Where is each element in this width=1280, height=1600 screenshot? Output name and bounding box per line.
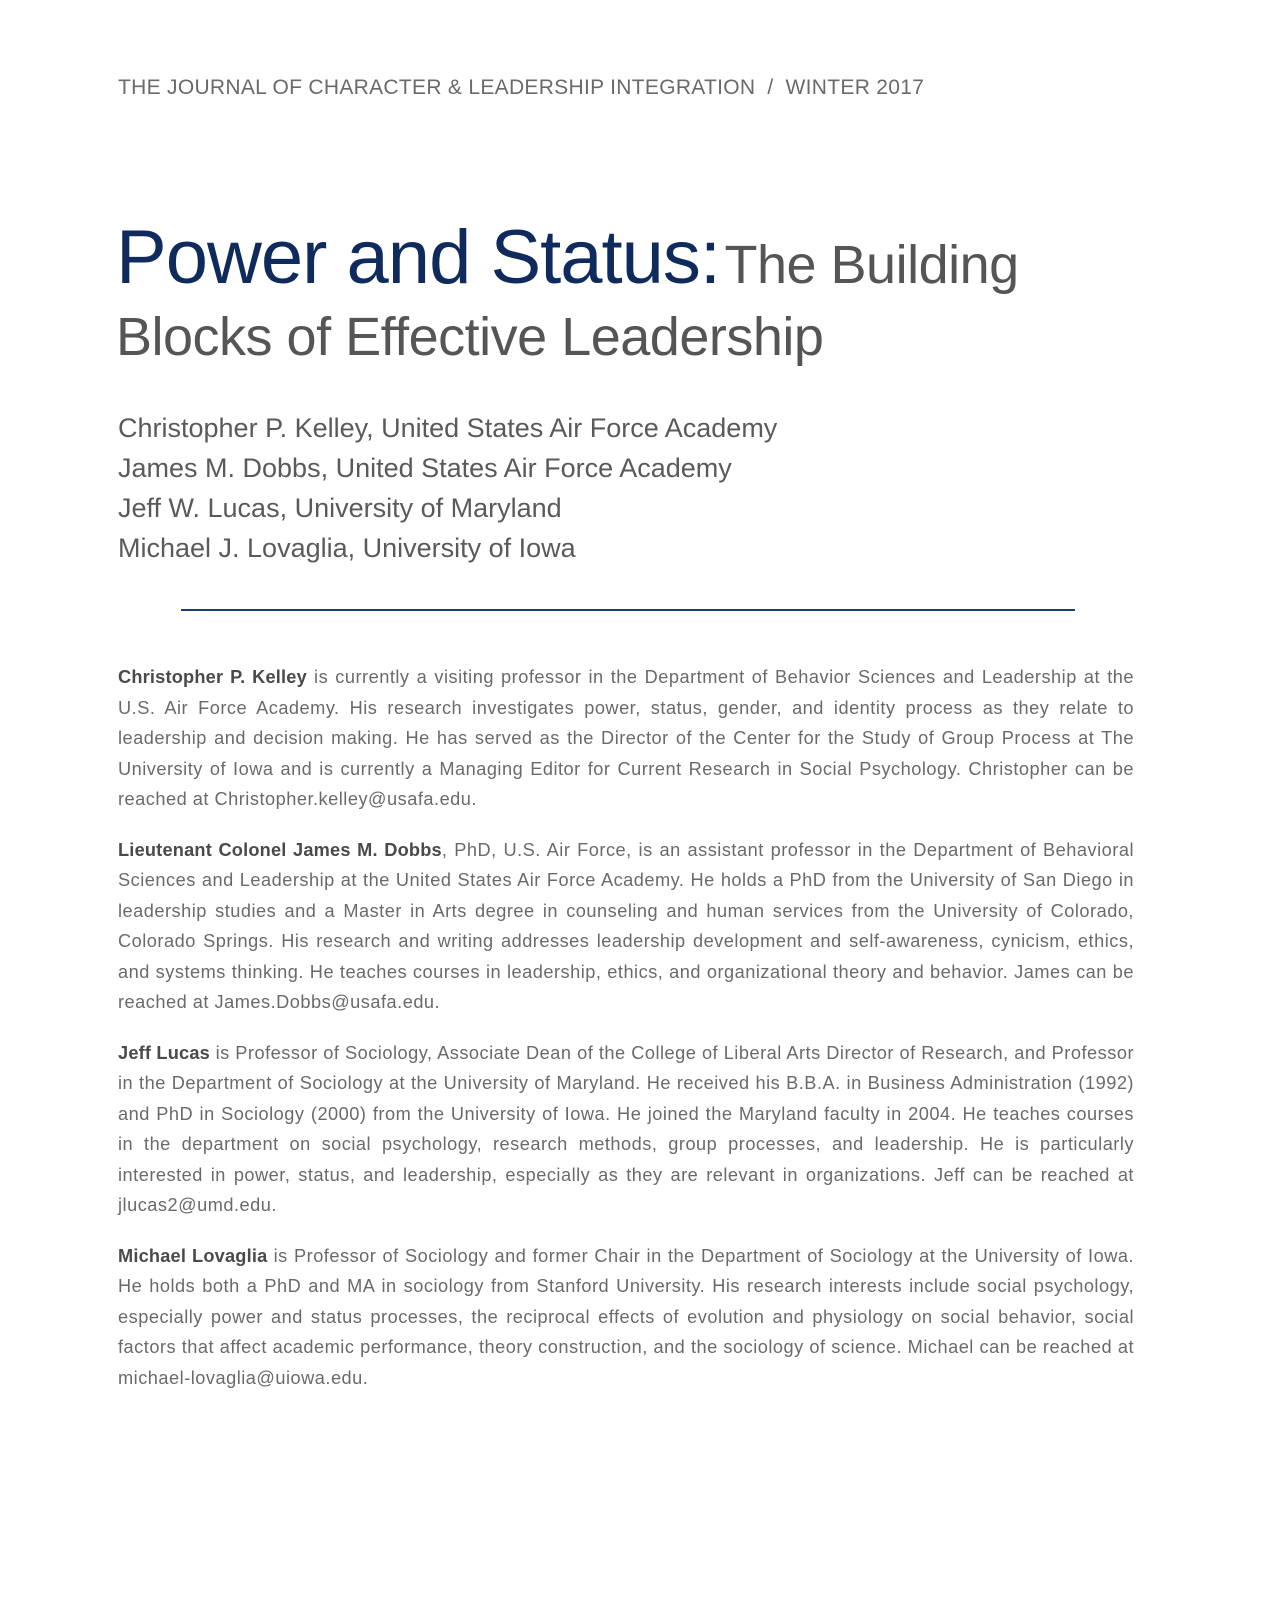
title-subtitle-part1: The Building — [724, 235, 1019, 295]
bio-paragraph — [118, 1038, 1134, 1221]
author-bios — [118, 662, 1134, 1413]
bio-text: is currently a visiting professor in the Department of Behavior Sciences and Leadership at the U.S. Air Force Academy. His research investigates power, status, gender, and identity process as they relate to leadership and decision making. He has served as the Director of the Center for the Study of Group Process at The University of Iowa and is currently a Managing Editor for Current Research in Social Psychology. Christopher can be reached at Christopher.kelley@usafa.edu. — [118, 667, 1134, 809]
header-separator: / — [767, 76, 774, 99]
bio-paragraph — [118, 662, 1134, 815]
journal-name: THE JOURNAL OF CHARACTER & LEADERSHIP INTEGRATION — [118, 76, 756, 99]
author-line: Christopher P. Kelley, United States Air Force Academy — [118, 413, 778, 443]
bio-name: Lieutenant Colonel James M. Dobbs — [118, 839, 442, 860]
bio-name: Michael Lovaglia — [118, 1245, 268, 1266]
author-line: James M. Dobbs, United States Air Force Academy — [118, 453, 732, 483]
title-subtitle-part2: Blocks of Effective Leadership — [116, 307, 824, 367]
section-divider — [181, 609, 1075, 611]
title-main: Power and Status: — [116, 215, 721, 300]
author-line: Jeff W. Lucas, University of Maryland — [118, 493, 562, 523]
bio-text: , PhD, U.S. Air Force, is an assistant professor in the Department of Behavioral Sciences and Leadership at the United States Air Force Academy. He holds a PhD from the University of San Diego in leadership studies and a Master in Arts degree in counseling and human services from the University of Colorado, Colorado Springs. His research and writing addresses leadership development and self-awareness, cynicism, ethics, and systems thinking. He teaches courses in leadership, ethics, and organizational theory and behavior. James can be reached at James.Dobbs@usafa.edu. — [118, 839, 1134, 1012]
article-title — [116, 215, 1176, 367]
author-line: Michael J. Lovaglia, University of Iowa — [118, 533, 576, 563]
author-list — [118, 408, 777, 568]
bio-name: Jeff Lucas — [118, 1042, 210, 1063]
bio-paragraph — [118, 835, 1134, 1018]
bio-name: Christopher P. Kelley — [118, 667, 307, 687]
bio-text: is Professor of Sociology and former Chair in the Department of Sociology at the University of Iowa. He holds both a PhD and MA in sociology from Stanford University. His research interests include social psychology, especially power and status processes, the reciprocal effects of evolution and physiology on social behavior, social factors that affect academic performance, theory construction, and the sociology of science. Michael can be reached at michael-lovaglia@uiowa.edu. — [118, 1245, 1134, 1388]
running-header — [118, 76, 924, 100]
bio-paragraph — [118, 1241, 1134, 1394]
issue-label: WINTER 2017 — [785, 76, 925, 99]
bio-text: is Professor of Sociology, Associate Dean of the College of Liberal Arts Director of Research, and Professor in the Department of Sociology at the University of Maryland. He received his B.B.A. in Business Administration (1992) and PhD in Sociology (2000) from the University of Iowa. He joined the Maryland faculty in 2004. He teaches courses in the department on social psychology, research methods, group processes, and leadership. He is particularly interested in power, status, and leadership, especially as they are relevant in organizations. Jeff can be reached at jlucas2@umd.edu. — [118, 1042, 1135, 1215]
